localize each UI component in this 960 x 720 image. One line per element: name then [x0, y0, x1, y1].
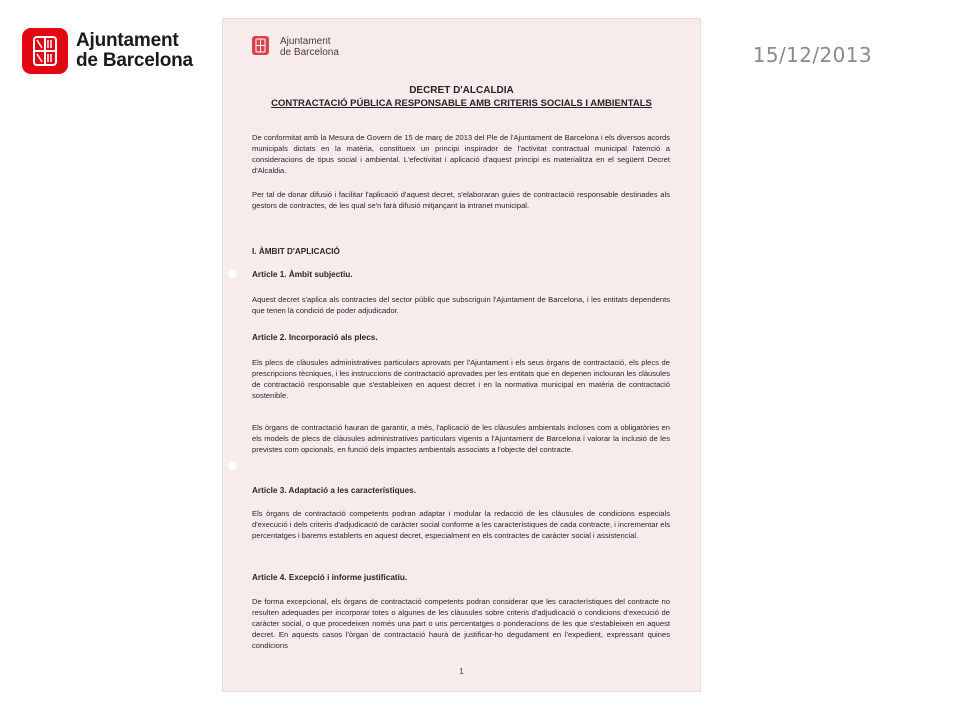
article-4-text: De forma excepcional, els òrgans de contractació competents podran considerar que les característiques del contracte no resulten adequades per incorporar totes o algunes de les clàusules sobre criteris d'adjudicació o condicions d'execució de caràcter social, o que procedeixen només una part o uns percentatges o ponderacions de les que s'estableixen en aquest decret. En aquests casos l'òrgan de contractació haurà de justificar-ho degudament en l'expedient, expressant quines condicions [252, 597, 670, 651]
bullet-marker [228, 269, 237, 278]
logo-text [76, 31, 193, 71]
barcelona-logo [14, 18, 210, 92]
article-3-text: Els òrgans de contractació competents podran adaptar i modular la redacció de les clàusules de condicions especials d'execució i dels criteris d'adjudicació de caràcter social conforme a les característiques de cada contracte, i incrementar els percentatges i barems establerts en aquest decret, especialment en els contractes de caràcter social i assistencial. [252, 509, 670, 541]
logo-line1: Ajuntament [76, 30, 179, 51]
intro-paragraph-2: Per tal de donar difusió i facilitar l'aplicació d'aquest decret, s'elaboraran guies de contractació responsable destinades als gestors de contractes, de les qual se'n farà difusió mitjançant la intranet municipal. [252, 190, 670, 211]
section-heading: I. ÀMBIT D'APLICACIÓ [252, 247, 340, 256]
article-1-title: Article 1. Àmbit subjectiu. [252, 270, 353, 279]
page-number: 1 [459, 667, 464, 676]
slide-date: 15/12/2013 [752, 43, 872, 67]
article-2-title: Article 2. Incorporació als plecs. [252, 333, 378, 342]
document-logo-line1: Ajuntament [280, 36, 331, 47]
barcelona-shield-icon [22, 28, 68, 74]
logo-line2: de Barcelona [76, 50, 193, 71]
document-logo-line2: de Barcelona [280, 47, 339, 58]
barcelona-shield-icon [252, 36, 269, 55]
bullet-marker [228, 461, 237, 470]
scanned-document [223, 19, 700, 691]
document-subtitle: CONTRACTACIÓ PÚBLICA RESPONSABLE AMB CRITERIS SOCIALS I AMBIENTALS [271, 98, 652, 109]
article-3-title: Article 3. Adaptació a les característiques. [252, 486, 416, 495]
article-4-title: Article 4. Excepció i informe justificatiu. [252, 573, 408, 582]
article-2-text-1: Els plecs de clàusules administratives particulars aprovats per l'Ajuntament i els seus òrgans de contractació, els plecs de prescripcions tècniques, i les instruccions de contractació aprovades per les entitats que en depenen inclouran les clàusules de contractació responsable que s'estableixen en aquest decret i en la normativa municipal en matèria de contractació sostenible. [252, 358, 670, 401]
intro-paragraph-1: De conformitat amb la Mesura de Govern de 15 de març de 2013 del Ple de l'Ajuntament de Barcelona i els diversos acords municipals dictats en la matèria, constitueix un principi inspirador de l'activitat contractual municipal l'atenció a consideracions de tipus social i ambiental. L'efectivitat i aplicació d'aquest principi es materialitza en el següent Decret d'Alcaldia. [252, 133, 670, 176]
article-2-text-2: Els òrgans de contractació hauran de garantir, a més, l'aplicació de les clàusules ambientals incloses com a obligatòries en els models de plecs de clàusules administratives particulars vigents a l'Ajuntament de Barcelona i valorar la inclusió de les previstes com opcionals, en funció dels impactes ambientals associats a l'objecte del contracte. [252, 423, 670, 455]
document-title: DECRET D'ALCALDIA [409, 85, 514, 96]
document-logo-text [280, 36, 339, 58]
article-1-text: Aquest decret s'aplica als contractes del sector públic que subscriguin l'Ajuntament de Barcelona, i les entitats dependents que tenen la condició de poder adjudicador. [252, 295, 670, 316]
